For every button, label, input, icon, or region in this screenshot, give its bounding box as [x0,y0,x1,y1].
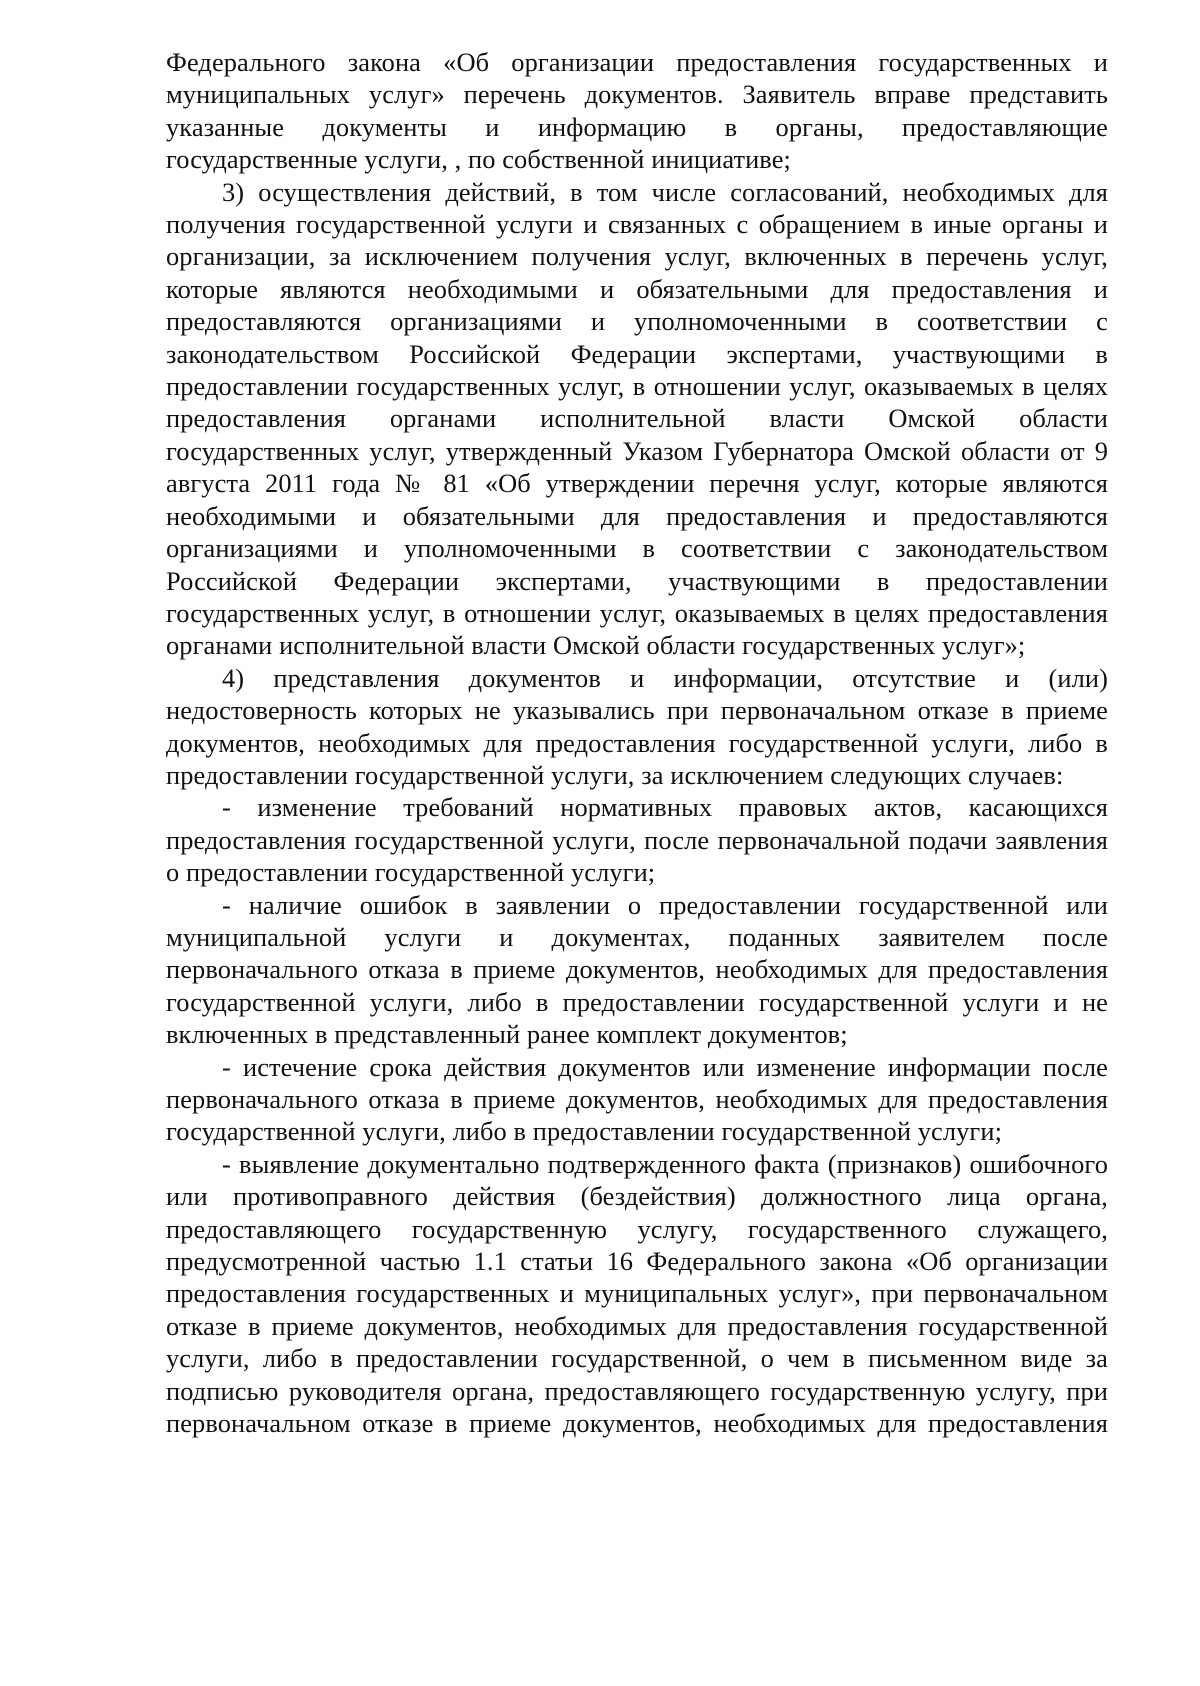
paragraph-case-expiry: - истечение срока действия документов или изменение информации после первоначального отказа в приеме документов, необходимых для предоставления государственной услуги, либо в предоставлении государственной услуги; [166,1051,1108,1147]
paragraph-case-requirements-change: - изменение требований нормативных правовых актов, касающихся предоставления государственной услуги, после первоначальной подачи заявления о предоставлении государственной услуги; [166,792,1108,888]
document-body [166,46,1108,1439]
paragraph-item-4: 4) представления документов и информации, отсутствие и (или) недостоверность которых не указывались при первоначальном отказе в приеме документов, необходимых для предоставления государственной услуги, либо в предоставлении государственной услуги, за исключением следующих случаев: [166,662,1108,790]
paragraph-case-errors: - наличие ошибок в заявлении о предоставлении государственной или муниципальной услуги и документах, поданных заявителем после первоначального отказа в приеме документов, необходимых для предоставления государственной услуги, либо в предоставлении государственной услуги и не включенных в представленный ранее комплект документов; [166,889,1108,1050]
paragraph-case-official-error: - выявление документально подтвержденного факта (признаков) ошибочного или противоправного действия (бездействия) должностного лица органа, предоставляющего государственную услугу, государственного служащего, предусмотренной частью 1.1 статьи 16 Федерального закона «Об организации предоставления государственных и муниципальных услуг», при первоначальном отказе в приеме документов, необходимых для предоставления государственной услуги, либо в предоставлении государственной, о чем в письменном виде за подписью руководителя органа, предоставляющего государственную услугу, при первоначальном отказе в приеме документов, необходимых для предоставления [166,1148,1108,1439]
paragraph-item-3: 3) осуществления действий, в том числе согласований, необходимых для получения государственной услуги и связанных с обращением в иные органы и организации, за исключением получения услуг, включенных в перечень услуг, которые являются необходимыми и обязательными для предоставления и предоставляются организациями и уполномоченными в соответствии с законодательством Российской Федерации экспертами, участвующими в предоставлении государственных услуг, в отношении услуг, оказываемых в целях предоставления органами исполнительной власти Омской области государственных услуг, утвержденный Указом Губернатора Омской области от 9 августа 2011 года № 81 «Об утверждении перечня услуг, которые являются необходимыми и обязательными для предоставления и предоставляются организациями и уполномоченными в соответствии с законодательством Российской Федерации экспертами, участвующими в предоставлении государственных услуг, в отношении услуг, оказываемых в целях предоставления органами исполнительной власти Омской области государственных услуг»; [166,176,1108,661]
paragraph-continuation: Федерального закона «Об организации предоставления государственных и муниципальных услуг» перечень документов. Заявитель вправе представить указанные документы и информацию в органы, предоставляющие государственные услуги, , по собственной инициативе; [166,47,1108,175]
